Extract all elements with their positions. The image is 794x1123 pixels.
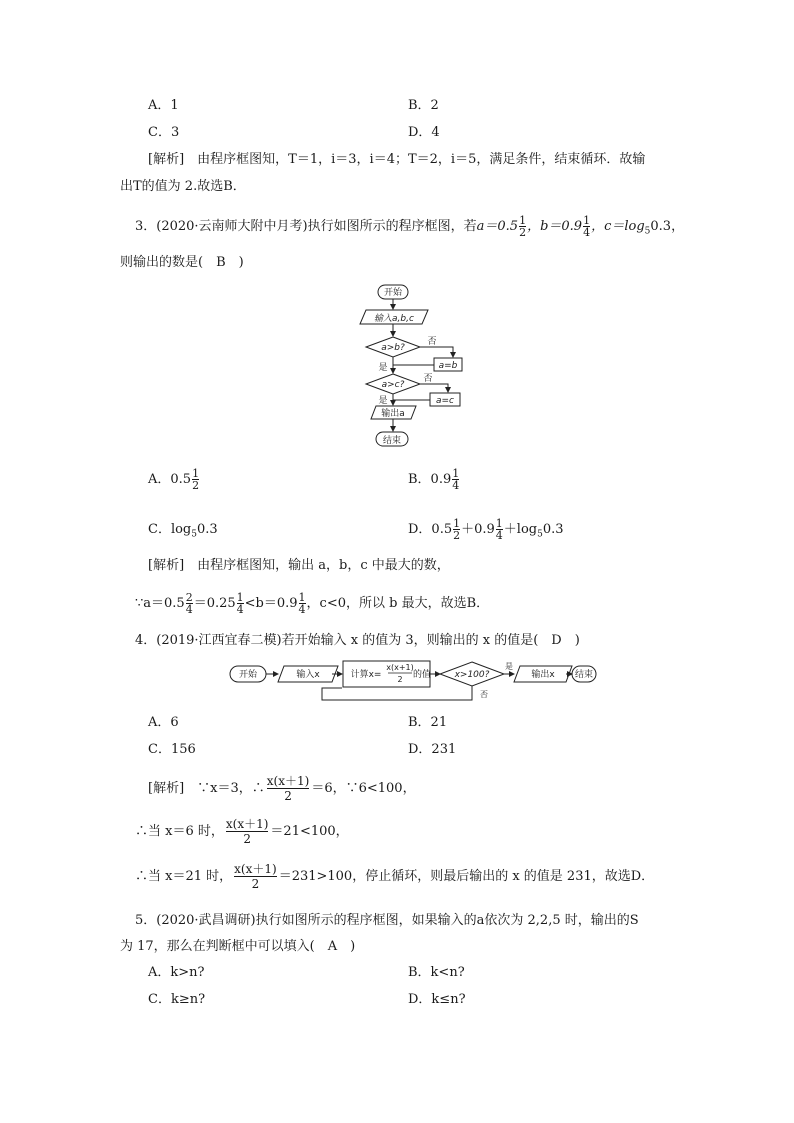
q4-option-c: C．156 — [148, 742, 196, 757]
flow-cond2-label: a>c? — [381, 380, 405, 390]
q4-analysis-line3: ∴当 x＝21 时， $\frac{x(x+1)}{2}$ ＝231>100，停止循环，则最后输出的 x 的值是 231，故选D． — [135, 862, 655, 891]
flow-compute-num: x(x+1) — [386, 663, 414, 672]
q5-stem-line2: 为 17，那么在判断框中可以填入( A ) — [120, 939, 356, 954]
flow-input-label: 输入x — [296, 670, 320, 680]
q4-option-d: D．231 — [408, 742, 457, 757]
stem-text: 3．(2020·云南师大附中月考)执行如图所示的程序框图，若 — [135, 219, 477, 234]
flow-yes1-label: 是 — [378, 363, 388, 373]
flow-end-label: 结束 — [382, 436, 402, 446]
q3-stem-line1: 3．(2020·云南师大附中月考)执行如图所示的程序框图，若a＝0.5 $\frac{1}{2}$ ，b＝0.9 $\frac{1}{4}$ ，$c=\log_50.3$， — [135, 214, 685, 239]
flow-compute-den: 2 — [397, 675, 403, 684]
stem-a: a＝0.5 — [476, 219, 519, 234]
q3-option-a: A．0.5 $\frac{1}{2}$ — [148, 467, 200, 492]
flow-start-label: 开始 — [383, 288, 403, 298]
flow-no-label: 否 — [480, 690, 488, 699]
flow-no1-label: 否 — [427, 337, 437, 347]
analysis-text: 由程序框图知，T＝1，i＝3，i＝4；T＝2，i＝5，满足条件，结束循环．故输 — [197, 152, 646, 167]
q3-flowchart — [350, 282, 480, 450]
q5-option-a: A．k>n? — [148, 965, 205, 980]
q3-option-b: B．0.9 $\frac{1}{4}$ — [408, 467, 460, 492]
q2-analysis-line2: 出T的值为 2.故选B． — [120, 179, 246, 194]
stem-b: ，b＝0.9 — [527, 219, 583, 234]
q5-option-d: D．k≤n? — [408, 992, 466, 1007]
analysis-label: [解析] — [148, 152, 185, 167]
q3-analysis-line2: ∵a＝0.5 $\frac{2}{4}$ ＝0.25 $\frac{1}{4}$ <b＝0.9 $\frac{1}{4}$ ，c<0，所以 b 最大，故选B． — [135, 591, 490, 616]
analysis-label: [解析] — [148, 781, 185, 796]
flow-output-label: 输出x — [531, 670, 555, 680]
q2-analysis-line1 — [148, 151, 645, 169]
flow-input-label: 输入a,b,c — [374, 314, 414, 324]
q4-flowchart — [228, 660, 598, 706]
flow-yes-label: 是 — [505, 662, 513, 671]
q2-option-a: A．1 — [148, 98, 179, 113]
q4-stem: 4．(2019·江西宜春二模)若开始输入 x 的值为 3，则输出的 x 的值是( D ) — [135, 633, 580, 648]
q4-option-a: A．6 — [148, 715, 179, 730]
flow-compute-post: 的值 — [412, 670, 432, 680]
q3-stem-line2: 则输出的数是( B ) — [120, 255, 244, 270]
q3-analysis-line1: [解析] 由程序框图知，输出 a，b，c 中最大的数， — [148, 558, 450, 573]
q5-stem-line1: 5．(2020·武昌调研)执行如图所示的程序框图，如果输入的a依次为 2,2,5 时，输出的S — [135, 913, 639, 928]
q3-option-c: C．$\log_50.3$ — [148, 522, 218, 540]
stem-c: ，c＝log — [591, 219, 645, 234]
q4-analysis-line1: [解析] ∵x＝3，∴ $\frac{x(x+1)}{2}$ ＝6，∵6<100， — [148, 774, 416, 803]
q5-option-b: B．k<n? — [408, 965, 465, 980]
flow-cond1-label: a>b? — [381, 343, 405, 353]
q2-option-c: C．3 — [148, 125, 180, 140]
flow-compute-pre: 计算x= — [350, 670, 382, 680]
analysis-label: [解析] — [148, 558, 185, 573]
flow-end-label: 结束 — [574, 670, 594, 680]
flow-cond-label: x>100? — [454, 670, 490, 680]
q5-option-c: C．k≥n? — [148, 992, 206, 1007]
flow-yes2-label: 是 — [378, 396, 388, 406]
flow-output-label: 输出a — [381, 409, 405, 419]
flow-start-label: 开始 — [238, 670, 258, 680]
q4-option-b: B．21 — [408, 715, 448, 730]
q3-option-d: D．0.5 $\frac{1}{2}$ ＋0.9 $\frac{1}{4}$ $+\log_50.3$ — [408, 517, 564, 542]
q2-option-b: B．2 — [408, 98, 439, 113]
frac-a: $\frac{1}{2}$ — [519, 214, 527, 239]
flow-assign2-label: a=c — [435, 396, 455, 406]
flow-assign1-label: a=b — [438, 361, 458, 371]
frac-b: $\frac{1}{4}$ — [583, 214, 591, 239]
flow-no2-label: 否 — [423, 374, 433, 384]
q2-option-d: D．4 — [408, 125, 440, 140]
q4-analysis-line2: ∴当 x＝6 时， $\frac{x(x+1)}{2}$ ＝21<100， — [135, 817, 349, 846]
